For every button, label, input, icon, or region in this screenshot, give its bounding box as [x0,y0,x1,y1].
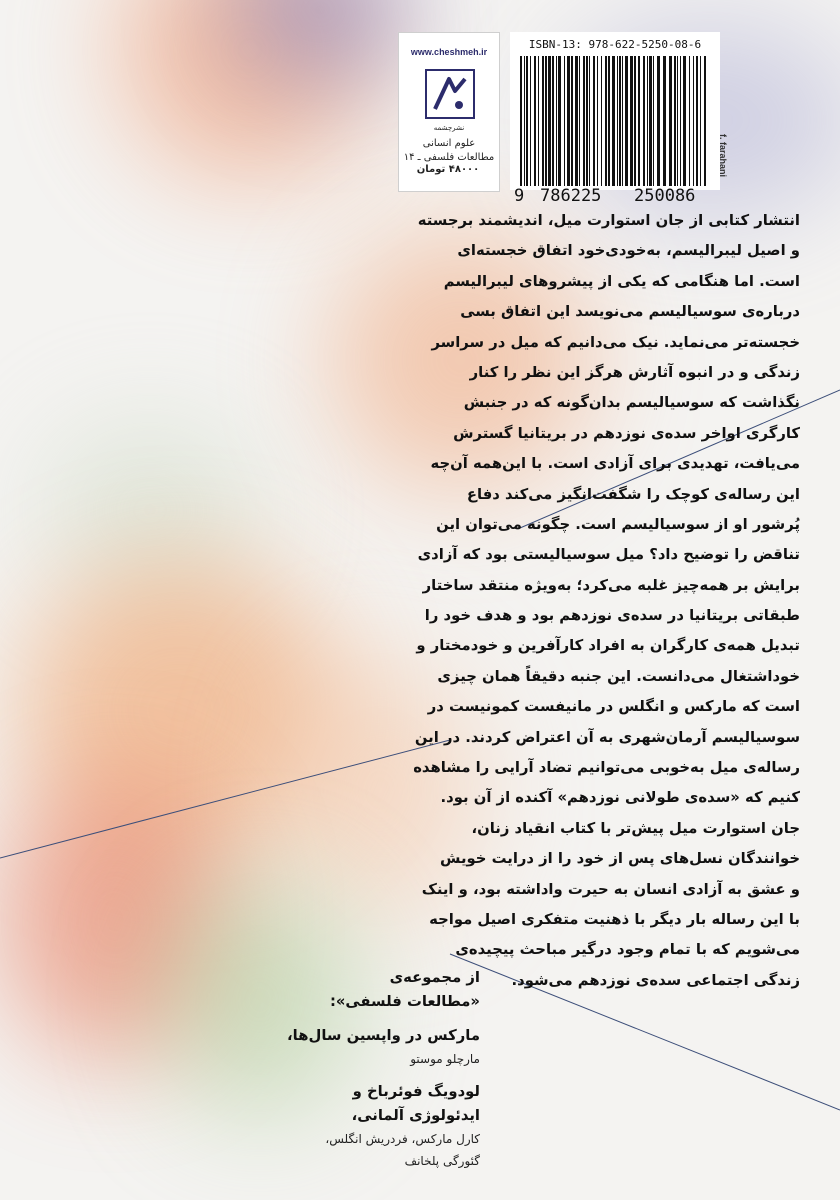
barcode-bar [680,56,681,186]
series-book-author: مارچلو موستو [410,1052,480,1066]
barcode-bar [649,56,652,186]
barcode-bar [704,56,706,186]
barcode-bar [674,56,676,186]
barcode-bar [571,56,573,186]
designer-credit: f. farahani [718,134,728,178]
barcode-bar [617,56,618,186]
barcode-bar [612,56,615,186]
blurb-line: می‌شویم که با تمام وجود درگیر مباحث پیچیده‌ی [455,941,800,959]
blurb-line: می‌یافت، تهدیدی برای آزادی است. با این‌همه آن‌چه [430,455,800,473]
isbn-digit-group-3: 250086 [634,186,696,206]
category-line-1: علوم انسانی [422,138,476,149]
blurb-line: جان استوارت میل پیش‌تر با کتاب انقیاد زنان، [471,819,800,837]
blurb-line: زندگی و در انبوه آثارش هرگز این نظر را کنار [469,363,800,381]
series-book-author-line-1: کارل مارکس، فردریش انگلس، [325,1132,480,1146]
blurb-line: با این رساله بار دیگر با ذهنیت متفکری اصیل مواجه [429,910,800,928]
barcode-bar [538,56,539,186]
series-book-author-line-2: گئورگی پلخانف [404,1154,480,1168]
series-heading-line-1: از مجموعه‌ی [389,969,480,986]
barcode-bar [597,56,598,186]
barcode-bar [653,56,654,186]
barcode-bar [556,56,557,186]
blurb-text [372,206,800,996]
barcode-bar [622,56,623,186]
barcode-bar [693,56,694,186]
blurb-line: درباره‌ی سوسیالیسم می‌نویسد این اتفاق بسی [460,303,800,321]
barcode-bar [564,56,565,186]
blurb-line: انتشار کتابی از جان استوارت میل، اندیشمند برجسته [417,212,800,229]
blurb-line: کنیم که «سده‌ی طولانی نوزدهم» آکنده از آن بود. [440,789,800,807]
series-book-title-line-2: ایدئولوژی آلمانی، [351,1107,480,1124]
series-book-title: مارکس در واپسین سال‌ها، [287,1027,480,1044]
barcode-bar [575,56,578,186]
barcode-bar [700,56,701,186]
blurb-line: زندگی اجتماعی سده‌ی نوزدهم می‌شود. [511,971,800,989]
publisher-url: www.cheshmeh.ir [410,47,488,57]
blurb-line: تبدیل همه‌ی کارگران به افراد کارآفرین و خودمختار و [416,637,800,655]
blurb-line: نگذاشت که سوسیالیسم بدان‌گونه که در جنبش [463,394,800,412]
category-line-2: مطالعات فلسفی ـ ۱۴ [403,152,495,163]
barcode-bar [689,56,690,186]
barcode-bar [647,56,648,186]
isbn-digit-group-1: 9 [514,186,525,206]
barcode-bar [677,56,678,186]
barcode-bar [663,56,666,186]
barcode-bar [619,56,621,186]
barcode-bar [657,56,660,186]
barcode-bar [558,56,561,186]
barcode-bar [583,56,585,186]
barcode-bar [625,56,628,186]
barcode-bar [534,56,536,186]
price: ۴۸۰۰۰ تومان [416,164,480,175]
blurb-line: است. اما هنگامی که یکی از پیشروهای لیبرالیسم [443,272,800,290]
barcode-bar [608,56,610,186]
barcode-bar [524,56,525,186]
blurb-line: تناقض را توضیح داد؟ میل سوسیالیستی بود که آزادی [417,546,800,564]
barcode-bar [593,56,595,186]
barcode-bar [630,56,633,186]
series-list [250,966,480,1172]
barcode-bar [520,56,522,186]
isbn-barcode [510,32,720,206]
blurb-line: و عشق به آزادی انسان به حیرت واداشته بود، و اینک [421,880,800,898]
blurb-line: پُرشور او از سوسیالیسم است. چگونه می‌توان این [436,515,800,533]
publisher-logo-caption: نشرچشمه [433,124,465,132]
barcode-bar [579,56,580,186]
blurb-line: خجسته‌تر می‌نماید. نیک می‌دانیم که میل در سراسر [431,333,800,351]
barcode-bar [605,56,607,186]
isbn-digit-group-2: 786225 [540,186,602,206]
barcode-bar [586,56,588,186]
blurb-line: کارگری اواخر سده‌ی نوزدهم در بریتانیا گسترش [453,424,800,442]
barcode-bar [548,56,551,186]
series-heading-line-2: «مطالعات فلسفی»: [329,993,480,1010]
barcode-bar [526,56,528,186]
blurb-line: و اصیل لیبرالیسم، به‌خودی‌خود اتفاق خجسته‌ای [457,242,800,260]
publisher-logo-icon [425,69,475,119]
barcode-bar [638,56,640,186]
blurb-line: طبقاتی بریتانیا در سده‌ی نوزدهم بود و هدف خود را [424,607,800,625]
isbn-label: ISBN-13: 978-622-5250-08-6 [528,38,702,51]
blurb-line: سوسیالیسم آرمان‌شهری به آن اعتراض کردند. در این [414,728,800,746]
blurb-line: خوداشتغال می‌دانست. این جنبه دقیقاً همان چیزی [437,667,800,685]
barcode-bar [530,56,531,186]
barcode-bar [545,56,547,186]
blurb-line: برایش بر همه‌چیز غلبه می‌کرد؛ به‌ویژه منتقد ساختار [422,576,800,594]
barcode-bar [552,56,554,186]
series-book-title-line-1: لودویگ فوئرباخ و [352,1083,480,1100]
blurb-line: این رساله‌ی کوچک را شگفت‌انگیز می‌کند دفاع [466,485,800,503]
barcode-bar [542,56,544,186]
barcode-bar [669,56,672,186]
barcode-bar [643,56,645,186]
barcode-bar [567,56,570,186]
barcode-bar [696,56,698,186]
barcode-bar [683,56,686,186]
blurb-line: خوانندگان نسل‌های پس از خود را از درایت خویش [440,850,800,868]
barcode-bar [634,56,636,186]
barcode-bars [520,56,710,186]
barcode-bar [589,56,590,186]
barcode-bar [601,56,602,186]
blurb-line: رساله‌ی میل به‌خوبی می‌توانیم تضاد آرایی را مشاهده [413,759,800,777]
blurb-line: است که مارکس و انگلس در مانیفست کمونیست در [427,698,800,716]
